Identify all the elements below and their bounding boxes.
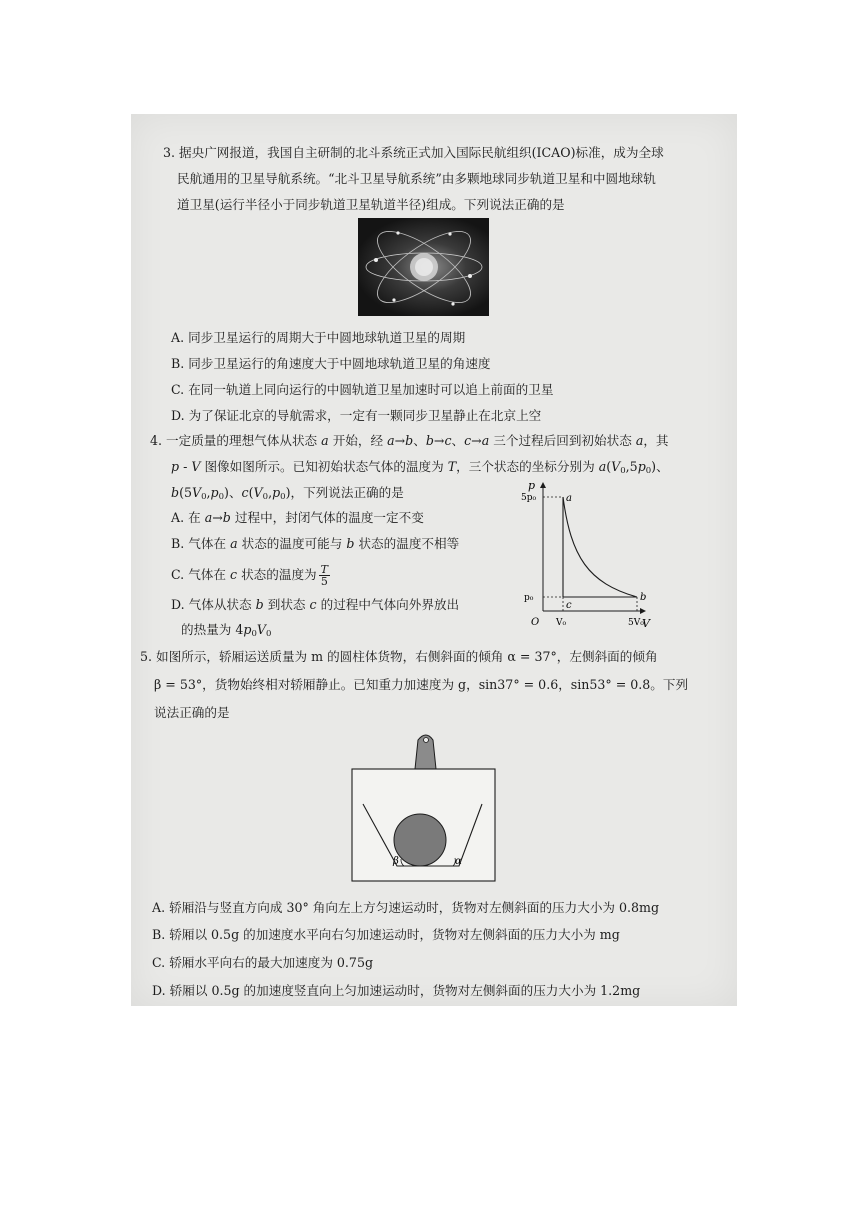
pv-graph (518, 479, 650, 629)
beidou-satellite-image (358, 218, 489, 316)
q4-option-d-line-2: 的热量为 $4p_0V_0$ (181, 622, 272, 639)
q3-stem-line-2: 民航通用的卫星导航系统。“北斗卫星导航系统”由多颗地球同步轨道卫星和中圆地球轨 (177, 171, 656, 186)
q3-option-a: A. 同步卫星运行的周期大于中圆地球轨道卫星的周期 (171, 330, 466, 345)
q4-stem-line-1: 4. 一定质量的理想气体从状态 a 开始，经 a→b、b→c、c→a 三个过程后回到初始状态 a，其 (150, 433, 669, 448)
q3-stem-line-1: 3. 据央广网报道，我国自主研制的北斗系统正式加入国际民航组织(ICAO)标准，成为全球 (163, 145, 664, 160)
exam-page (131, 114, 737, 1006)
q5-option-d: D. 轿厢以 0.5g 的加速度竖直向上匀加速运动时，货物对左侧斜面的压力大小为 1.2mg (152, 983, 641, 998)
q4-option-a: A. 在 a→b 过程中，封闭气体的温度一定不变 (171, 510, 424, 525)
graph-point-c: c (566, 600, 572, 611)
angle-alpha-label: α (455, 856, 462, 867)
q5-option-a: A. 轿厢沿与竖直方向成 30° 角向左上方匀速运动时，货物对左侧斜面的压力大小为 0.8mg (152, 900, 660, 915)
elevator-cabin-figure (349, 732, 499, 882)
graph-tick-p0: p₀ (524, 593, 534, 603)
q5-option-c: C. 轿厢水平向右的最大加速度为 0.75g (152, 955, 374, 970)
graph-v-axis-label: V (642, 617, 650, 630)
graph-point-b: b (640, 592, 647, 603)
q5-stem-line-2: β = 53°，货物始终相对轿厢静止。已知重力加速度为 g，sin37° = 0.6，sin53° = 0.8。下列 (154, 677, 689, 692)
q4-stem-line-3: $b(5V_0,p_0)$、$c(V_0,p_0)$，下列说法正确的是 (171, 485, 404, 502)
graph-tick-5v0: 5V₀ (628, 618, 644, 628)
q3-option-b: B. 同步卫星运行的角速度大于中圆地球轨道卫星的角速度 (171, 356, 491, 371)
graph-point-a: a (566, 493, 572, 504)
graph-p-axis-label: p (528, 479, 536, 492)
q5-option-b: B. 轿厢以 0.5g 的加速度水平向右匀加速运动时，货物对左侧斜面的压力大小为 mg (152, 927, 620, 942)
q4-option-c: C. 气体在 c 状态的温度为 $\frac{T}{5}$ (171, 563, 328, 588)
angle-beta-label: β (393, 856, 399, 867)
q4-option-d: D. 气体从状态 b 到状态 c 的过程中气体向外界放出 (171, 597, 460, 612)
process-a-to-b-curve (563, 497, 637, 597)
q3-stem-line-3: 道卫星(运行半径小于同步轨道卫星轨道半径)组成。下列说法正确的是 (177, 197, 565, 212)
graph-tick-v0: V₀ (556, 618, 567, 628)
q4-option-b: B. 气体在 a 状态的温度可能与 b 状态的温度不相等 (171, 536, 460, 551)
q3-option-c: C. 在同一轨道上同向运行的中圆轨道卫星加速时可以追上前面的卫星 (171, 382, 554, 397)
q4-stem-line-2: p - V 图像如图所示。已知初始状态气体的温度为 T，三个状态的坐标分别为 $a(V_0,5p_0)$、 (171, 459, 669, 476)
q3-option-d: D. 为了保证北京的导航需求，一定有一颗同步卫星静止在北京上空 (171, 408, 542, 423)
q5-stem-line-1: 5. 如图所示，轿厢运送质量为 m 的圆柱体货物，右侧斜面的倾角 α = 37°，左侧斜面的倾角 (140, 649, 658, 664)
graph-tick-5p0: 5p₀ (521, 493, 537, 503)
graph-origin-label: O (531, 617, 540, 628)
q5-stem-line-3: 说法正确的是 (154, 705, 230, 720)
